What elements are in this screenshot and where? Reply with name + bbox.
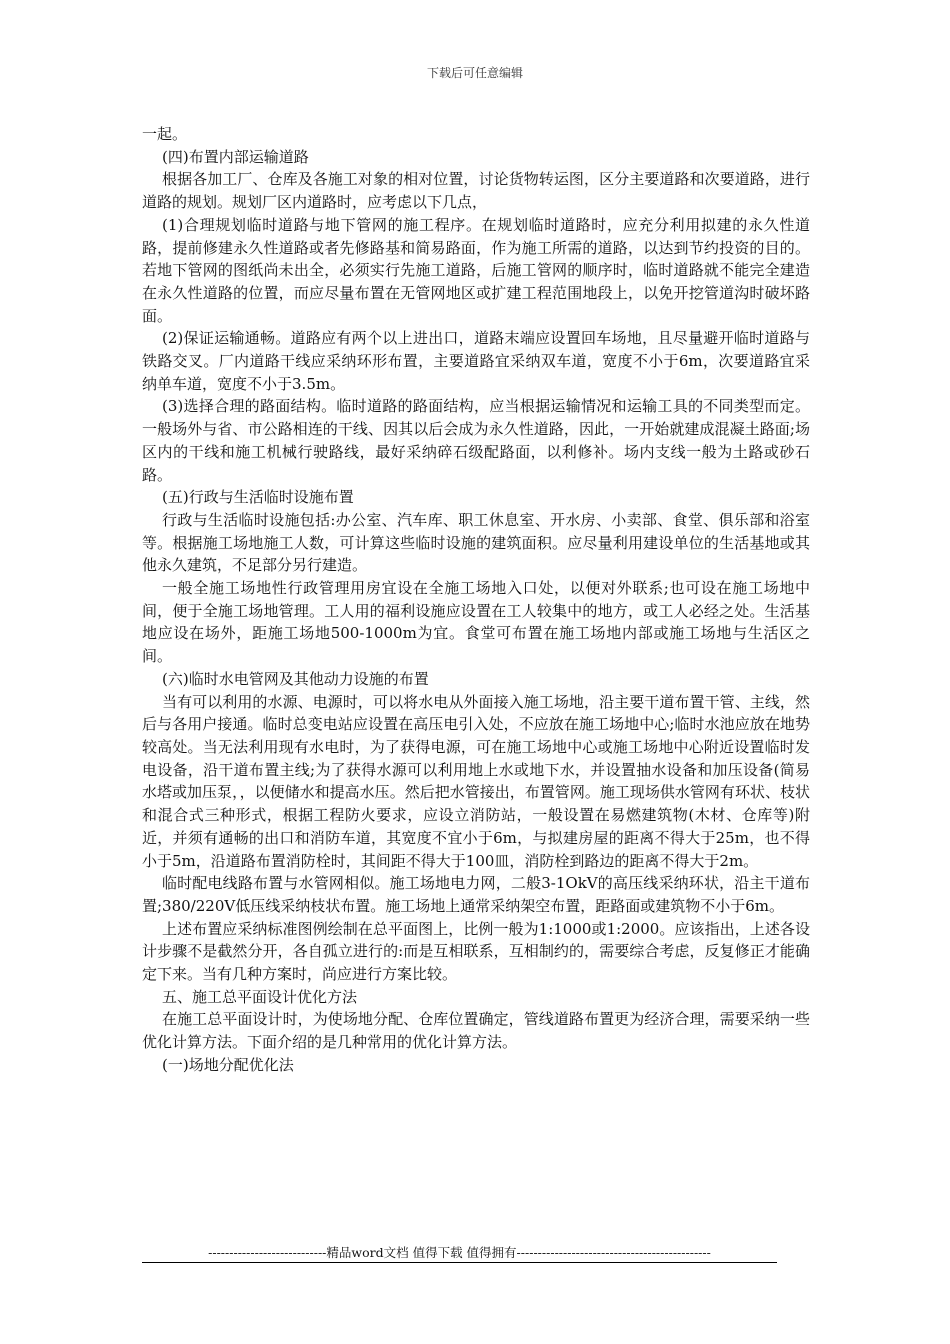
paragraph: 在施工总平面设计时，为使场地分配、仓库位置确定，管线道路布置更为经济合理，需要采纳一些优化计算方法。下面介绍的是几种常用的优化计算方法。 — [142, 1010, 810, 1052]
page-footer: ----------------------------精品word文档 值得下载 值得拥有---------------------------------------------- — [208, 1245, 711, 1260]
page-header: 下载后可任意编辑 — [426, 66, 523, 80]
paragraph: 根据各加工厂、仓库及各施工对象的相对位置，讨论货物转运图，区分主要道路和次要道路，进行道路的规划。规划厂区内道路时，应考虑以下几点， — [142, 170, 810, 212]
paragraph: 临时配电线路布置与水管网相似。施工场地电力网，二般3-1OkV的高压线采纳环状，沿主干道布置;380/220V低压线采纳枝状布置。施工场地上通常采纳架空布置，距路面或建筑物不小于6m。 — [142, 874, 810, 915]
paragraph: 当有可以利用的水源、电源时，可以将水电从外面接入施工场地，沿主要干道布置干管、主线，然后与各用户接通。临时总变电站应设置在高压电引入处，不应放在施工场地中心;临时水池应放在地势较高处。当无法利用现有水电时，为了获得电源，可在施工场地中心或施工场地中心附近设置临时发电设备，沿干道布置主线;为了获得水源可以利用地上水或地下水，并设置抽水设备和加压设备(简易水塔或加压泵，，以便储水和提高水压。然后把水管接出，布置管网。施工现场供水管网有环状、枝状和混合式三种形式，根据工程防火要求，应设立消防站，一般设置在易燃建筑物(木材、仓库等)附近，并须有通畅的出口和消防车道，其宽度不宜小于6m，与拟建房屋的距离不得大于25m，也不得小于5m，沿道路布置消防栓时，其间距不得大于100皿，消防栓到路边的距离不得大于2m。 — [142, 692, 810, 870]
paragraph: (3)选择合理的路面结构。临时道路的路面结构，应当根据运输情况和运输工具的不同类型而定。一般场外与省、市公路相连的干线、因其以后会成为永久性道路，因此，一开始就建成混凝土路面;场区内的干线和施工机械行驶路线，最好采纳碎石级配路面，以利修补。场内支线一般为土路或砂石路。 — [142, 397, 810, 484]
section-heading-1: (一)场地分配优化法 — [162, 1055, 294, 1074]
document-body — [142, 123, 810, 1077]
section-heading-5: (五)行政与生活临时设施布置 — [162, 488, 354, 507]
paragraph: 上述布置应采纳标准图例绘制在总平面图上，比例一般为1:1000或1:2000。应该指出，上述各设计步骤不是截然分开，各自孤立进行的:而是互相联系，互相制约的，需要综合考虑，反复修正才能确定下来。当有几种方案时，尚应进行方案比较。 — [142, 919, 810, 984]
paragraph: 行政与生活临时设施包括:办公室、汽车库、职工休息室、开水房、小卖部、食堂、俱乐部和浴室等。根据施工场地施工人数，可计算这些临时设施的建筑面积。应尽量利用建设单位的生活基地或其他永久建筑，不足部分另行建造。 — [142, 510, 810, 575]
paragraph: 一般全施工场地性行政管理用房宜设在全施工场地入口处，以便对外联系;也可设在施工场地中间，便于全施工场地管理。工人用的福利设施应设置在工人较集中的地方，或工人必经之处。生活基地应设在场外，距施工场地500-1000m为宜。食堂可布置在施工场地内部或施工场地与生活区之间。 — [142, 579, 810, 666]
section-heading-6: (六)临时水电管网及其他动力设施的布置 — [162, 669, 429, 688]
paragraph: 一起。 — [142, 125, 188, 143]
paragraph: (1)合理规划临时道路与地下管网的施工程序。在规划临时道路时，应充分利用拟建的永久性道路，提前修建永久性道路或者先修路基和简易路面，作为施工所需的道路，以达到节约投资的目的。若地下管网的图纸尚未出全，必须实行先施工道路，后施工管网的顺序时，临时道路就不能完全建造在永久性道路的位置，而应尽量布置在无管网地区或扩建工程范围地段上，以免开挖管道沟时破坏路面。 — [142, 215, 810, 325]
section-heading-five: 五、施工总平面设计优化方法 — [162, 987, 358, 1006]
section-heading-4: (四)布置内部运输道路 — [162, 147, 309, 166]
footer-rule — [142, 1262, 777, 1263]
paragraph: (2)保证运输通畅。道路应有两个以上进出口，道路末端应设置回车场地，且尽量避开临时道路与铁路交叉。厂内道路干线应采纳环形布置，主要道路宜采纳双车道，宽度不小于6m，次要道路宜采纳单车道，宽度不小于3.5m。 — [142, 329, 810, 393]
